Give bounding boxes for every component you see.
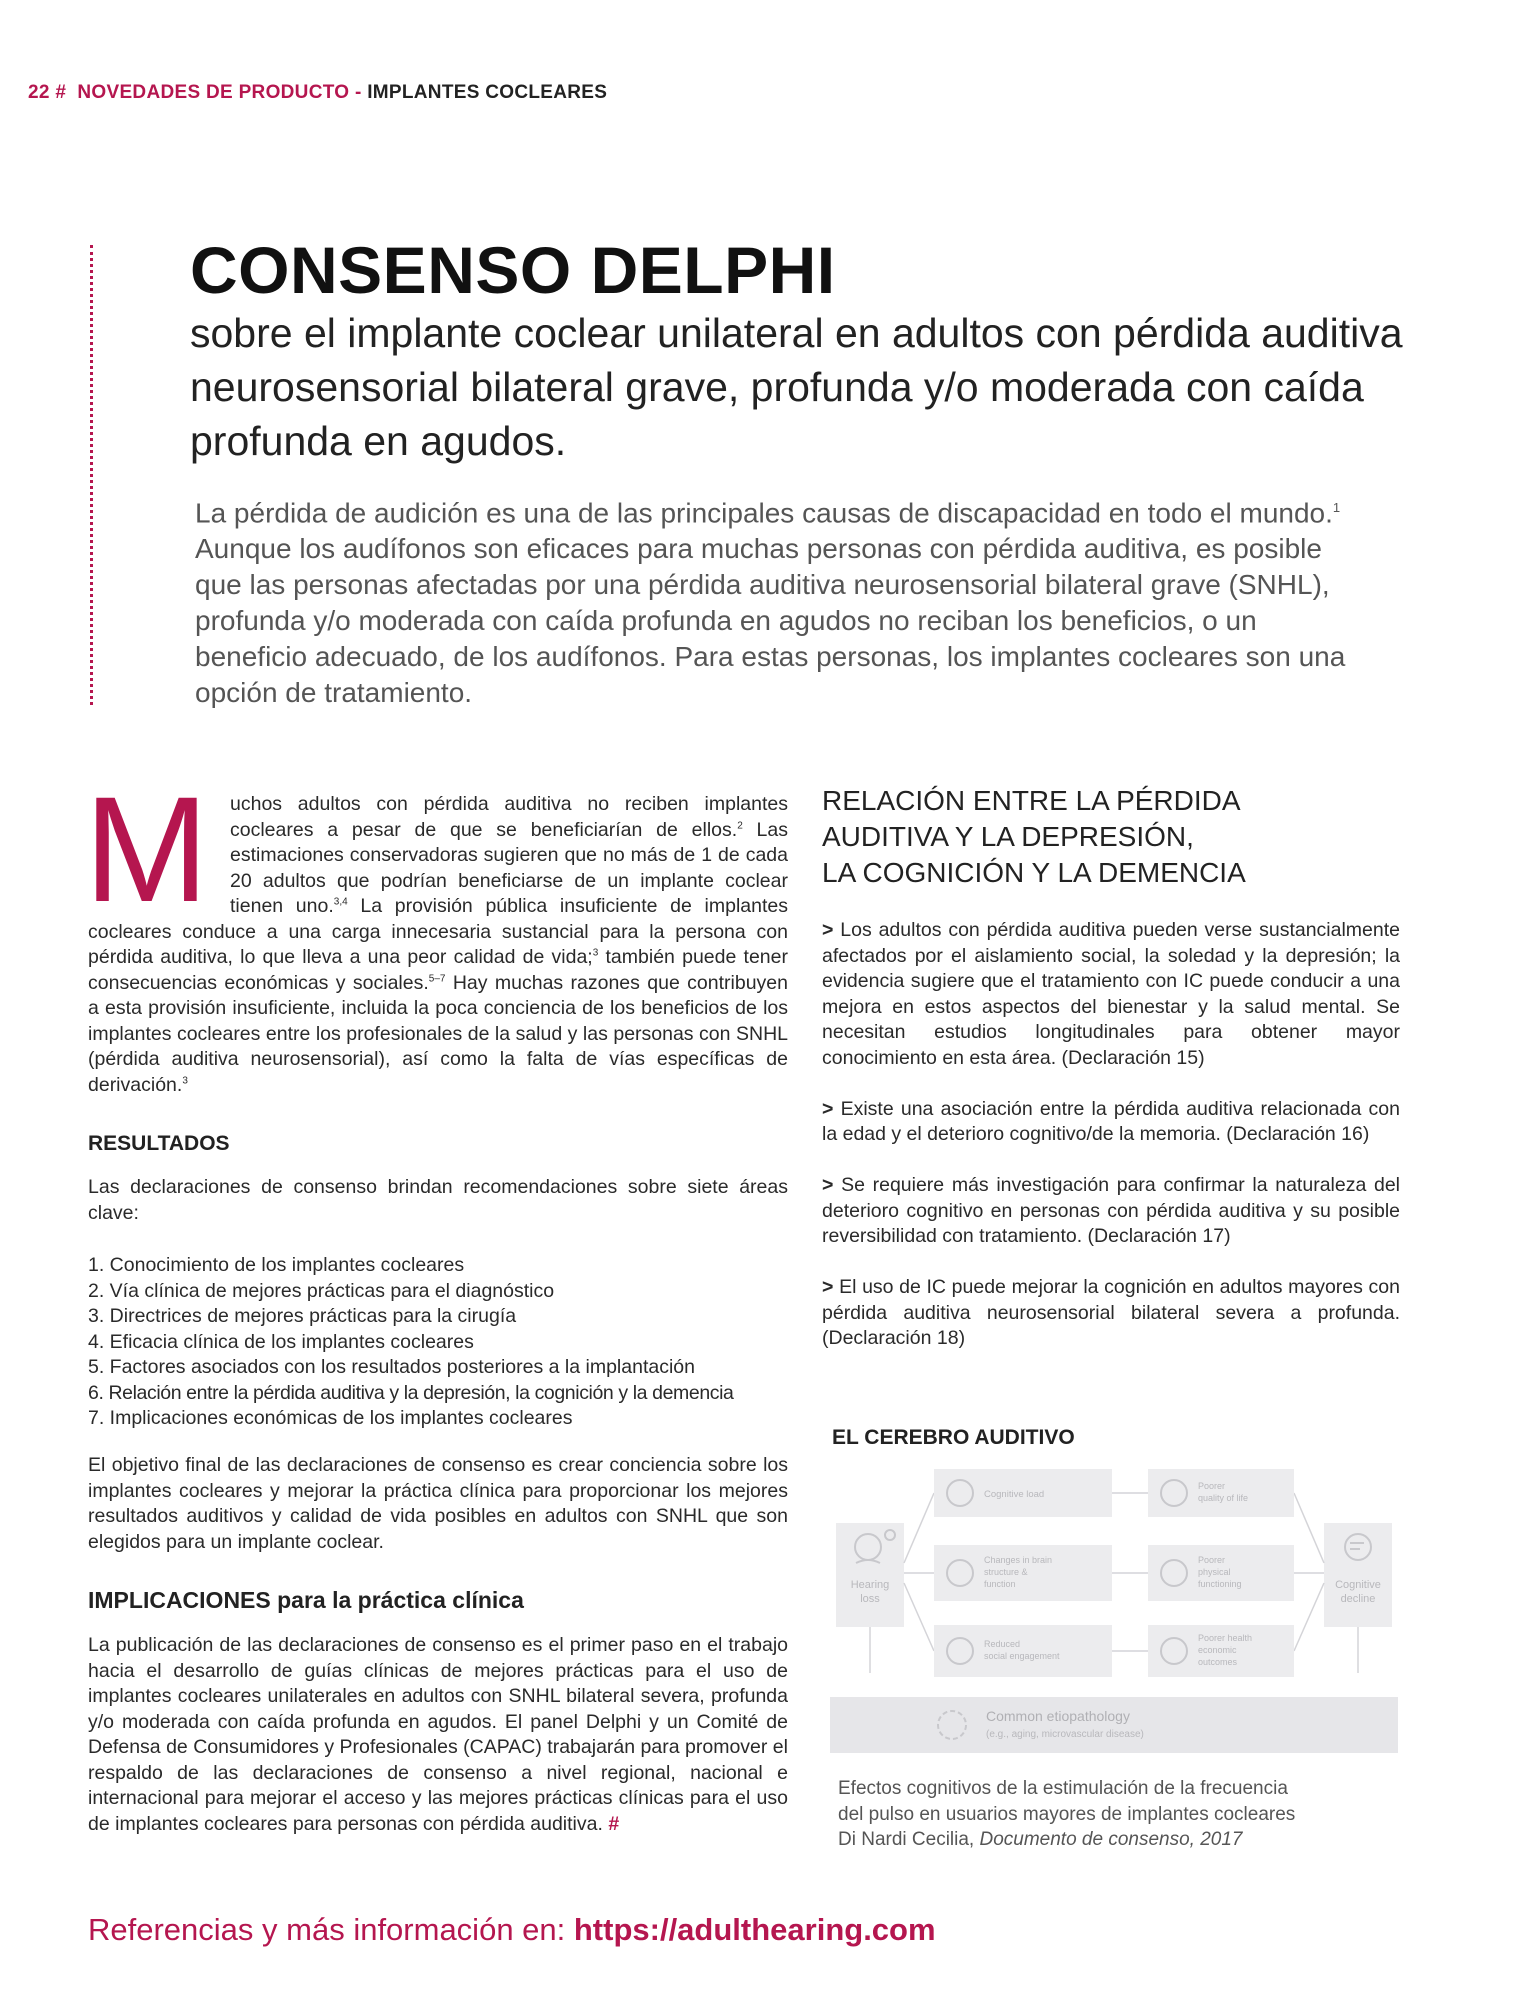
bullet-mark: > <box>822 1276 834 1298</box>
opening-paragraph <box>88 792 788 1098</box>
node-label: structure & <box>984 1567 1028 1577</box>
caption-line: Efectos cognitivos de la estimulación de la frecuencia <box>838 1778 1288 1799</box>
hash-mark: # <box>55 82 67 103</box>
node-label: Cognitive load <box>984 1489 1045 1500</box>
dotted-rule <box>90 245 93 705</box>
heading-line: AUDITIVA Y LA DEPRESIÓN, <box>822 821 1194 852</box>
health-outcomes-node <box>1148 1625 1294 1677</box>
section-name: NOVEDADES DE PRODUCTO <box>77 82 350 103</box>
references-footer <box>88 1912 936 1948</box>
brain-changes-node <box>934 1545 1112 1601</box>
article-subtitle: sobre el implante coclear unilateral en adultos con pérdida auditiva neurosensorial bilateral grave, profunda y/o moderada con caída profunda en agudos. <box>190 310 1403 464</box>
reference-link[interactable]: https://adulthearing.com <box>573 1912 936 1947</box>
node-label: economic <box>1198 1645 1237 1655</box>
list-item: 3. Directrices de mejores prácticas para la cirugía <box>88 1305 517 1327</box>
relation-item <box>822 1173 1400 1250</box>
results-intro: Las declaraciones de consenso brindan recomendaciones sobre siete áreas clave: <box>88 1176 788 1224</box>
end-mark: # <box>608 1812 620 1835</box>
list-item: 7. Implicaciones económicas de los implantes cocleares <box>88 1407 573 1429</box>
node-label: quality of life <box>1198 1493 1249 1503</box>
p1-text-c: La provisión pública insuficiente de implantes cocleares conduce a una carga innecesaria sustancial para la persona con pérdida auditiva, lo que lleva a una peor calidad de vida; <box>88 895 788 968</box>
intro-paragraph <box>195 490 1370 711</box>
relation-item <box>822 1097 1400 1148</box>
implications-heading: IMPLICACIONES para la práctica clínica <box>88 1587 524 1613</box>
node-label: Hearing <box>850 1579 890 1591</box>
relation-heading <box>822 783 1442 891</box>
bullet-mark: > <box>822 919 834 941</box>
footnote-ref: 5–7 <box>428 973 446 984</box>
node-label: decline <box>1340 1593 1376 1605</box>
footnote-ref: 3 <box>182 1075 188 1086</box>
relation-item <box>822 1275 1400 1352</box>
cognitive-decline-node <box>1324 1523 1392 1627</box>
results-outro: El objetivo final de las declaraciones de consenso es crear conciencia sobre los implantes cocleares y mejorar la práctica clínica para proporcionar los mejores resultados auditivos y calidad de vida posibles en adultos con SNHL que son elegidos para un implante coclear. <box>88 1454 788 1553</box>
node-label: Poorer health <box>1198 1633 1253 1643</box>
relation-item-text: Se requiere más investigación para confirmar la naturaleza del deterioro cognitivo en personas con pérdida auditiva y su posible reversibilidad con tratamiento. (Declaración 17) <box>822 1174 1401 1247</box>
header-dash: - <box>354 82 362 103</box>
intro-text-a: La pérdida de audición es una de las principales causas de discapacidad en todo el mundo. <box>195 497 1333 529</box>
list-item: 1. Conocimiento de los implantes cocleares <box>88 1254 465 1276</box>
heading-line: RELACIÓN ENTRE LA PÉRDIDA <box>822 785 1241 816</box>
p1-text-d: también puede tener consecuencias económicas y sociales. <box>88 946 788 994</box>
relation-item-text: Los adultos con pérdida auditiva pueden verse sustancialmente afectados por el aislamiento social, la soledad y la depresión; la evidencia sugiere que el tratamiento con IC puede conducir a una mejora en estos aspectos del bienestar y la salud mental. Se necesitan estudios longitudinales para obtener mayor conocimiento en esta área. (Declaración 15) <box>822 919 1401 1069</box>
list-item: 2. Vía clínica de mejores prácticas para el diagnóstico <box>88 1279 555 1302</box>
caption-line: del pulso en usuarios mayores de implantes cocleares <box>838 1803 1296 1825</box>
footnote-ref: 3 <box>592 947 599 959</box>
implications-paragraph <box>88 1633 788 1837</box>
hearing-loss-node <box>836 1523 904 1627</box>
node-label: Poorer <box>1198 1481 1226 1491</box>
drop-cap: M <box>84 765 209 933</box>
etiopathology-label: Common etiopathology <box>986 1708 1130 1724</box>
heading-line: LA COGNICIÓN Y LA DEMENCIA <box>822 857 1246 888</box>
caption-credit <box>838 1827 1295 1853</box>
list-item: 4. Eficacia clínica de los implantes cocleares <box>88 1330 474 1353</box>
node-label: Poorer <box>1198 1555 1226 1565</box>
social-engagement-node <box>934 1625 1112 1677</box>
relation-item-text: Existe una asociación entre la pérdida auditiva relacionada con la edad y el deterioro cognitivo/de la memoria. (Declaración 16) <box>822 1097 1400 1145</box>
cognitive-load-node <box>934 1469 1112 1517</box>
auditory-brain-diagram <box>830 1463 1398 1756</box>
caption-source: Documento de consenso, 2017 <box>979 1829 1243 1850</box>
key-areas-list <box>88 1253 798 1432</box>
node-label: social engagement <box>984 1651 1060 1661</box>
caption-author: Di Nardi Cecilia, <box>838 1829 980 1850</box>
node-label: Changes in brain <box>984 1555 1053 1565</box>
relation-item <box>822 918 1400 1071</box>
footer-label: Referencias y más información en: <box>88 1912 574 1947</box>
node-label: function <box>984 1579 1016 1589</box>
physical-functioning-node <box>1148 1545 1294 1601</box>
node-label: Cognitive <box>1335 1579 1381 1591</box>
node-label: Reduced <box>984 1639 1021 1649</box>
node-label: loss <box>860 1593 880 1605</box>
node-label: functioning <box>1198 1579 1242 1589</box>
footnote-ref: 2 <box>737 820 743 831</box>
etiopathology-sub: (e.g., aging, microvascular disease) <box>986 1729 1144 1740</box>
node-label: physical <box>1198 1567 1231 1577</box>
list-item: 5. Factores asociados con los resultados posteriores a la implantación <box>88 1356 695 1378</box>
figure-caption <box>838 1776 1295 1853</box>
p1-text-e: Hay muchas razones que contribuyen a esta provisión insuficiente, incluida la poca conciencia de los beneficios de los implantes cocleares entre los profesionales de la salud y las personas con SNHL (pérdida auditiva neurosensorial), así como la falta de vías específicas de derivación. <box>88 971 788 1096</box>
subsection-name: IMPLANTES COCLEARES <box>367 82 608 103</box>
running-header <box>28 82 607 104</box>
implications-text: La publicación de las declaraciones de consenso es el primer paso en el trabajo hacia el desarrollo de guías clínicas de mejores prácticas para el uso de implantes cocleares unilaterales en adultos con SNHL bilateral severa, profunda y/o moderada con caída profunda en agudos. El panel Delphi y un Comité de Defensa de Consumidores y Profesionales (CAPAC) trabajarán para promover el respaldo de las declaraciones de consenso a nivel regional, nacional e internacional para mejorar el acceso y las mejores prácticas clínicas para el uso de implantes cocleares para personas con pérdida auditiva. <box>88 1634 788 1835</box>
intro-text-b: Aunque los audífonos son eficaces para muchas personas con pérdida auditiva, es posible que las personas afectadas por una pérdida auditiva neurosensorial bilateral grave (SNHL), profunda y/o moderada con caída profunda en agudos no reciban los beneficios, o un beneficio adecuado, de los audífonos. Para estas personas, los implantes cocleares son una opción de tratamiento. <box>195 533 1346 709</box>
page-number: 22 <box>28 82 50 103</box>
brain-heading: EL CEREBRO AUDITIVO <box>832 1426 1075 1449</box>
etiopathology-bar <box>830 1697 1398 1753</box>
node-label: outcomes <box>1198 1657 1238 1667</box>
article-title: CONSENSO DELPHI <box>190 233 836 307</box>
p1-text-a: uchos adultos con pérdida auditiva no reciben implantes cocleares a pesar de que se beneficiarían de ellos. <box>230 793 788 841</box>
bullet-mark: > <box>822 1174 834 1196</box>
bullet-mark: > <box>822 1097 834 1120</box>
results-heading: RESULTADOS <box>88 1132 230 1155</box>
relation-item-text: El uso de IC puede mejorar la cognición en adultos mayores con pérdida auditiva neurosensorial bilateral severa a profunda. (Declaración 18) <box>822 1276 1400 1349</box>
p1-text-b: Las estimaciones conservadoras sugieren que no más de 1 de cada 20 adultos que podrían beneficiarse de un implante coclear tienen uno. <box>230 818 788 917</box>
relation-items <box>822 918 1400 1377</box>
footnote-ref: 3,4 <box>333 896 348 908</box>
intro-footnote: 1 <box>1332 500 1341 515</box>
list-item: 6. Relación entre la pérdida auditiva y la depresión, la cognición y la demencia <box>88 1381 734 1404</box>
quality-of-life-node <box>1148 1469 1294 1517</box>
